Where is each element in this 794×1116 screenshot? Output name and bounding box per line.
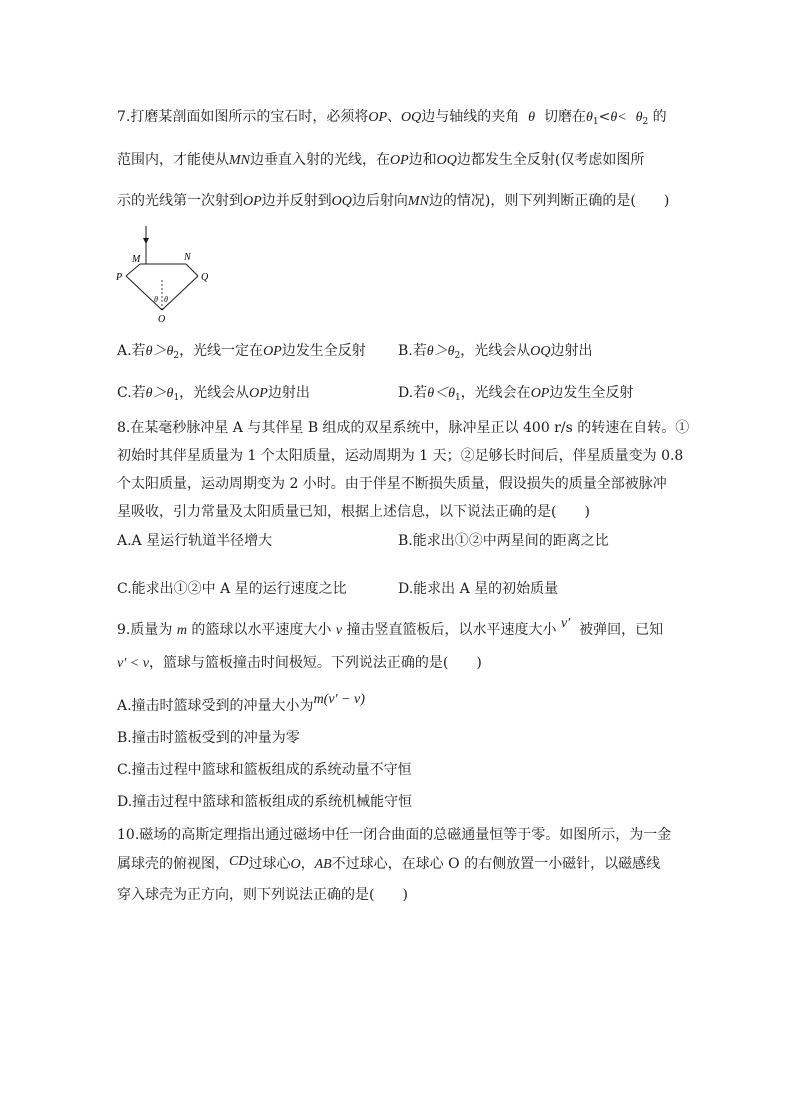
q10-text: 属球壳的俯视图， xyxy=(117,856,229,872)
q7-option-c xyxy=(117,384,310,407)
option-sub: 1 xyxy=(173,393,180,403)
label-n: N xyxy=(184,252,191,263)
q7-text: 边的情况)，则下列判断正确的是( ) xyxy=(428,193,670,209)
q9-text: 被弹回，已知 xyxy=(579,622,664,638)
q9-option-a xyxy=(117,692,365,716)
q8-line2: 初始时其伴星质量为 1 个太阳质量，运动周期为 1 天；②足够长时间后，伴星质量变为 0.8 xyxy=(117,448,684,464)
option-text: C.若 xyxy=(117,385,146,401)
q8-option-c: C.能求出①②中 A 星的运行速度之比 xyxy=(117,581,347,597)
q7-mn: MN xyxy=(407,194,429,209)
q7-text: 示的光线第一次射到 xyxy=(117,193,243,209)
q7-oq: OQ xyxy=(401,110,422,125)
label-o: O xyxy=(158,314,166,325)
edge-oq xyxy=(162,276,198,310)
option-cond: θ＜θ xyxy=(427,386,455,401)
q7-line3 xyxy=(117,192,669,211)
q9-line2 xyxy=(117,654,482,673)
option-text: ，光线会从 xyxy=(460,343,531,359)
q10-text: 不过球心，在球心 O 的右侧放置一小磁针，以磁感线 xyxy=(331,856,661,872)
q7-text: 边并反射到 xyxy=(261,193,332,209)
q10-line1: 10.磁场的高斯定理指出通过磁场中任一闭合曲面的总磁通量恒等于零。如图所示，为一金 xyxy=(117,827,672,843)
edge-nq xyxy=(186,264,198,276)
q8-line1: 8.在某毫秒脉冲星 A 与其伴星 B 组成的双星系统中，脉冲星正以 400 r/s 的转速在自转。① xyxy=(117,420,690,436)
q9-option-c: C.撞击过程中篮球和篮板组成的系统动量不守恒 xyxy=(117,762,412,778)
q8-option-a: A.A 星运行轨道半径增大 xyxy=(117,533,273,549)
label-q: Q xyxy=(201,272,209,283)
q7-text: 的 xyxy=(652,109,667,125)
q8-option-b: B.能求出①②中两星间的距离之比 xyxy=(398,533,609,549)
option-sub: 2 xyxy=(173,351,180,361)
q10-cd: CD xyxy=(229,854,249,869)
q7-text: 边垂直入射的光线，在 xyxy=(250,152,390,168)
option-cond: θ＞θ xyxy=(426,344,455,359)
q7-text: 边和 xyxy=(408,152,437,168)
option-cond: θ＞θ xyxy=(145,344,174,359)
label-m: M xyxy=(132,254,141,265)
edge-op xyxy=(126,276,162,310)
option-oq: OQ xyxy=(530,344,551,359)
option-text: ，光线会从 xyxy=(179,385,250,401)
q7-sep: 、 xyxy=(387,109,402,125)
q9-text: ，篮球与篮板撞击时间极短。下列说法正确的是( ) xyxy=(148,655,482,671)
q7-theta: θ xyxy=(528,110,536,125)
label-p: P xyxy=(116,272,123,283)
q9-m: m xyxy=(176,623,187,638)
q7-theta2: θ xyxy=(635,110,643,125)
option-op: OP xyxy=(530,386,550,401)
q10-line3: 穿入球壳为正方向，则下列说法正确的是( ) xyxy=(117,887,408,903)
q7-text: 边都发生全反射(仅考虑如图所 xyxy=(456,152,645,168)
q7-lt: < xyxy=(598,109,611,125)
label-theta-left: θ xyxy=(154,295,158,304)
label-theta-right: θ xyxy=(164,295,168,304)
q8-line3: 个太阳质量，运动周期变为 2 小时。由于伴星不断损失质量，假设损失的质量全部被脉冲 xyxy=(117,476,667,492)
option-text: B.若 xyxy=(398,343,427,359)
q9-option-d: D.撞击过程中篮球和篮板组成的系统机械能守恒 xyxy=(117,794,413,810)
q7-mn: MN xyxy=(229,153,250,168)
q10-line2 xyxy=(117,855,660,874)
q7-option-b xyxy=(398,342,592,365)
q9-option-b: B.撞击时篮板受到的冲量为零 xyxy=(117,730,300,746)
q7-theta-mid: θ< xyxy=(610,110,627,125)
option-text: 边射出 xyxy=(267,385,310,401)
q7-line1 xyxy=(117,108,667,131)
q7-oq: OQ xyxy=(436,153,457,168)
q10-text: 过球心 xyxy=(248,856,291,872)
option-sub: 2 xyxy=(454,351,461,361)
q9-text: 撞击竖直篮板后，以水平速度大小 xyxy=(346,622,557,638)
option-sub: 1 xyxy=(454,393,461,403)
q8-option-d: D.能求出 A 星的初始质量 xyxy=(398,581,559,597)
option-text: A.若 xyxy=(117,343,146,359)
q7-op: OP xyxy=(243,194,262,209)
q9-text: 9.质量为 xyxy=(117,622,173,638)
q7-text: 边与轴线的夹角 xyxy=(421,109,520,125)
q7-sub: 1 xyxy=(592,117,599,127)
q7-op: OP xyxy=(368,110,388,125)
option-text: 边发生全反射 xyxy=(281,343,366,359)
q7-line2 xyxy=(117,151,644,170)
ray-arrow-icon xyxy=(143,238,149,244)
option-text: ，光线一定在 xyxy=(179,343,264,359)
option-text: 边发生全反射 xyxy=(549,385,634,401)
option-op: OP xyxy=(249,386,268,401)
q8-line4: 星吸收，引力常量及太阳质量已知，根据上述信息，以下说法正确的是( ) xyxy=(117,504,590,520)
q7-theta1: θ xyxy=(585,110,593,125)
q9-v: v xyxy=(335,623,343,638)
q7-option-d xyxy=(398,384,633,407)
option-text: D.若 xyxy=(398,385,428,401)
q7-sub: 2 xyxy=(642,117,649,127)
q7-text: 边后射向 xyxy=(351,193,408,209)
q7-option-a xyxy=(117,342,366,365)
q7-text: 范围内，才能使从 xyxy=(117,152,229,168)
q10-o: O xyxy=(290,857,301,872)
q9-vprime: v′ xyxy=(560,616,571,631)
option-text: ，光线会在 xyxy=(460,385,531,401)
q7-op: OP xyxy=(390,153,409,168)
option-text: A.撞击时篮球受到的冲量大小为 xyxy=(117,698,314,714)
q7-oq: OQ xyxy=(331,194,352,209)
q9-text: 的篮球以水平速度大小 xyxy=(191,622,332,638)
option-cond: θ＞θ xyxy=(145,386,174,401)
q7-text: 7.打磨某剖面如图所示的宝石时，必须将 xyxy=(117,109,369,125)
q7-text: 切磨在 xyxy=(543,109,586,125)
option-expr: m(v′ − v) xyxy=(313,692,365,707)
q9-line1 xyxy=(117,616,664,640)
q10-ab: AB xyxy=(314,857,332,872)
option-text: 边射出 xyxy=(550,343,593,359)
q10-sep: ， xyxy=(300,856,315,872)
q9-condition: v′ < v xyxy=(117,656,149,671)
gem-cross-section-diagram xyxy=(112,222,222,328)
edge-mp xyxy=(126,264,140,276)
option-op: OP xyxy=(263,344,282,359)
